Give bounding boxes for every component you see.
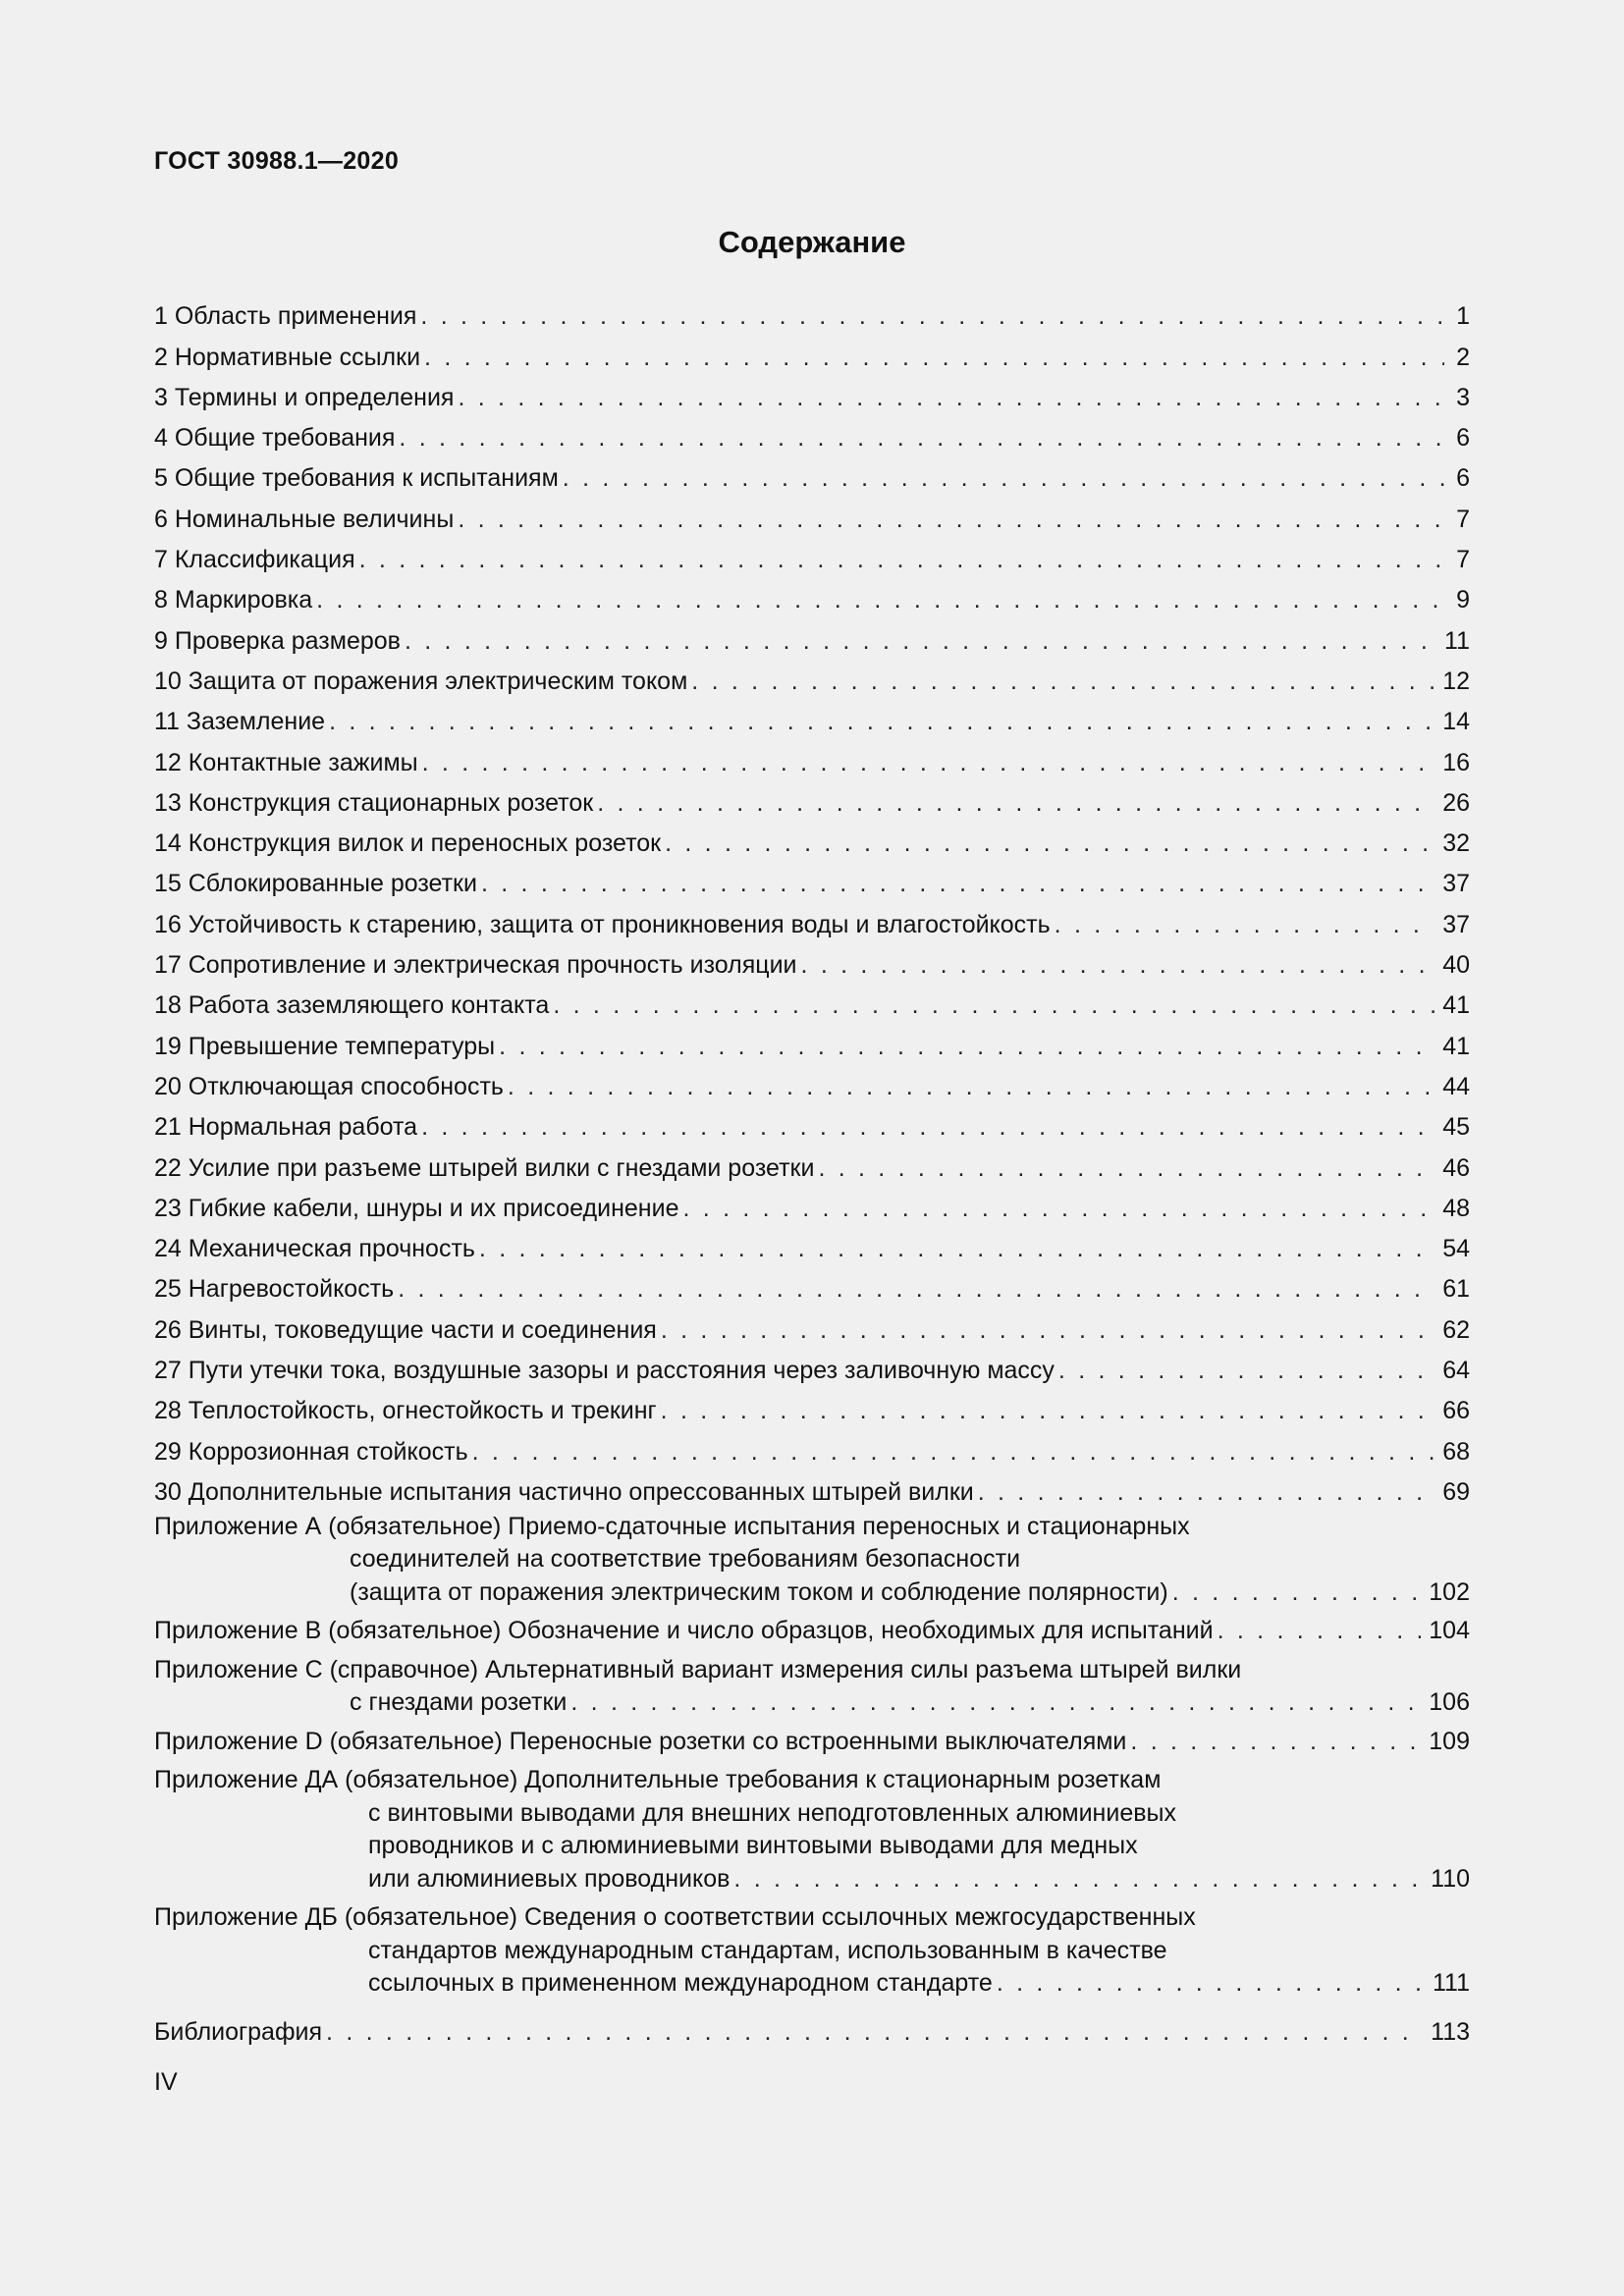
toc-entry-page: 64	[1442, 1357, 1470, 1385]
appendix-line: (защита от поражения электрическим током и соблюдение полярности)	[350, 1577, 1168, 1606]
toc-entry-label: 27 Пути утечки тока, воздушные зазоры и расстояния через заливочную массу	[154, 1357, 1055, 1385]
toc-entry-label: 30 Дополнительные испытания частично опрессованных штырей вилки	[154, 1477, 974, 1506]
toc-entry-page: 111	[1432, 1969, 1470, 1998]
toc-entry-page: 69	[1442, 1477, 1470, 1506]
toc-bibliography[interactable]	[154, 2006, 1470, 2047]
appendix-last-line	[154, 1967, 1470, 2001]
appendix-line: Приложение А (обязательное) Приемо-сдаточные испытания переносных и стационарных	[154, 1512, 1190, 1540]
toc-entry-page: 102	[1429, 1577, 1470, 1606]
toc-entry-page: 41	[1442, 1032, 1470, 1060]
dot-leader	[570, 1686, 1421, 1720]
dot-leader	[472, 1438, 1435, 1467]
toc-entry-page: 45	[1442, 1113, 1470, 1142]
dot-leader	[1055, 911, 1435, 939]
toc-entry-label: 6 Номинальные величины	[154, 505, 455, 533]
dot-leader	[499, 1033, 1435, 1061]
dot-leader	[661, 1316, 1435, 1345]
dot-leader	[399, 424, 1444, 453]
page-title: Содержание	[718, 225, 906, 259]
toc-entry-page: 40	[1442, 951, 1470, 980]
dot-leader	[405, 627, 1436, 656]
toc-entry[interactable]	[154, 1425, 1470, 1466]
appendix-line: с винтовыми выводами для внешних неподготовленных алюминиевых	[368, 1798, 1176, 1827]
appendix-last-line	[154, 1615, 1470, 1648]
toc-entry-label: 17 Сопротивление и электрическая прочность изоляции	[154, 951, 797, 980]
toc-entry[interactable]	[154, 614, 1470, 655]
dot-leader	[691, 667, 1435, 696]
toc-entry[interactable]	[154, 1061, 1470, 1101]
toc-entry[interactable]	[154, 1263, 1470, 1304]
toc-entry[interactable]	[154, 1183, 1470, 1223]
toc-entry-label: 14 Конструкция вилок и переносных розеток	[154, 829, 662, 858]
dot-leader	[682, 1195, 1435, 1223]
toc-entry-label: 3 Термины и определения	[154, 383, 455, 411]
toc-entry-label: 15 Сблокированные розетки	[154, 870, 477, 898]
toc-entry-label: 8 Маркировка	[154, 586, 313, 614]
toc-entry-label: 7 Классификация	[154, 546, 355, 574]
toc-appendix-a[interactable]	[154, 1511, 1470, 1610]
toc-entry-label: 10 Защита от поражения электрическим током	[154, 667, 688, 695]
toc-entry-page: 11	[1444, 626, 1470, 655]
toc-entry-label: 18 Работа заземляющего контакта	[154, 991, 550, 1020]
dot-leader	[420, 302, 1444, 331]
toc-entry-page: 48	[1442, 1194, 1470, 1222]
toc-entry[interactable]	[154, 372, 1470, 412]
appendix-line: Приложение ДБ (обязательное) Сведения о соответствии ссылочных межгосударственных	[154, 1903, 1196, 1932]
dot-leader	[326, 2018, 1423, 2047]
dot-leader	[1218, 1615, 1422, 1648]
toc-entry-page: 54	[1442, 1235, 1470, 1263]
appendix-line: с гнездами розетки	[350, 1688, 568, 1717]
toc-entry-page: 1	[1456, 302, 1470, 331]
toc-entry-page: 61	[1442, 1275, 1470, 1304]
toc-entry-page: 32	[1442, 829, 1470, 858]
toc-entry-label: 29 Коррозионная стойкость	[154, 1437, 468, 1466]
dot-leader	[818, 1154, 1435, 1183]
toc-entry-label: 11 Заземление	[154, 708, 326, 736]
toc-entry-label: 26 Винты, токоведущие части и соединения	[154, 1315, 657, 1344]
toc-entry-page: 3	[1456, 383, 1470, 411]
toc-entry-label: Библиография	[154, 2018, 323, 2047]
toc-entry-page: 7	[1456, 546, 1470, 574]
document-code: ГОСТ 30988.1—2020	[154, 147, 400, 175]
toc-entry-label: 5 Общие требования к испытаниям	[154, 464, 559, 493]
toc-entry-label: 13 Конструкция стационарных розеток	[154, 788, 594, 817]
dot-leader	[665, 829, 1435, 858]
dot-leader	[1058, 1357, 1435, 1385]
appendix-line: Приложение ДА (обязательное) Дополнительные требования к стационарным розеткам	[154, 1766, 1162, 1794]
dot-leader	[479, 1235, 1435, 1263]
toc-entry-page: 62	[1442, 1315, 1470, 1344]
toc-entry-page: 109	[1429, 1727, 1470, 1755]
appendix-line: Приложение С (справочное) Альтернативный вариант измерения силы разъема штырей вилки	[154, 1655, 1242, 1683]
toc-entry-page: 6	[1456, 464, 1470, 493]
toc-entry[interactable]	[154, 291, 1470, 331]
toc-entry-page: 12	[1442, 667, 1470, 695]
toc-entry[interactable]	[154, 1223, 1470, 1263]
toc-entry-label: 19 Превышение температуры	[154, 1032, 496, 1060]
toc-entry[interactable]	[154, 412, 1470, 453]
toc-entry[interactable]	[154, 1345, 1470, 1385]
toc-entry[interactable]	[154, 656, 1470, 696]
toc-entry-page: 66	[1442, 1397, 1470, 1425]
toc-entry[interactable]	[154, 453, 1470, 493]
toc-entry[interactable]	[154, 493, 1470, 533]
toc-entry-page: 37	[1442, 910, 1470, 938]
dot-leader	[421, 1113, 1435, 1142]
toc-entry-page: 7	[1456, 505, 1470, 533]
toc-entry[interactable]	[154, 1101, 1470, 1142]
appendix-last-line	[154, 1863, 1470, 1896]
toc-entry-label: 20 Отключающая способность	[154, 1072, 504, 1100]
toc-entry-label: 2 Нормативные ссылки	[154, 343, 421, 371]
dot-leader	[597, 789, 1435, 818]
toc-entry-page: 68	[1442, 1437, 1470, 1466]
appendix-last-line	[154, 1726, 1470, 1759]
toc-entry[interactable]	[154, 1467, 1470, 1507]
toc-entry-label: 16 Устойчивость к старению, защита от проникновения воды и влагостойкость	[154, 910, 1051, 938]
toc-appendix-d[interactable]	[154, 1726, 1470, 1759]
toc-entry-page: 104	[1429, 1617, 1470, 1645]
dot-leader	[563, 464, 1444, 493]
dot-leader	[316, 586, 1444, 614]
toc-appendix-c[interactable]	[154, 1654, 1470, 1720]
toc-entry-label: 4 Общие требования	[154, 424, 396, 453]
dot-leader	[661, 1397, 1435, 1425]
toc-appendix-b[interactable]	[154, 1615, 1470, 1648]
dot-leader	[733, 1863, 1423, 1896]
toc-entry-page: 26	[1442, 788, 1470, 817]
toc-entry[interactable]	[154, 331, 1470, 371]
dot-leader	[978, 1478, 1435, 1507]
dot-leader	[481, 870, 1435, 898]
dot-leader	[458, 384, 1444, 412]
table-of-contents	[154, 291, 1470, 2047]
appendix-line: или алюминиевых проводников	[368, 1864, 731, 1893]
dot-leader	[458, 506, 1444, 534]
page-number: IV	[154, 2068, 178, 2096]
dot-leader	[329, 708, 1435, 736]
dot-leader	[997, 1967, 1425, 2001]
toc-entry[interactable]	[154, 534, 1470, 574]
toc-entry[interactable]	[154, 858, 1470, 898]
toc-entry[interactable]	[154, 574, 1470, 614]
toc-entry[interactable]	[154, 818, 1470, 858]
toc-entry[interactable]	[154, 696, 1470, 736]
toc-appendix-da[interactable]	[154, 1764, 1470, 1896]
appendix-last-line	[154, 1686, 1470, 1720]
dot-leader	[398, 1275, 1435, 1304]
toc-entry-page: 106	[1429, 1688, 1470, 1717]
toc-entry-page: 37	[1442, 870, 1470, 898]
dot-leader	[1172, 1576, 1422, 1610]
appendix-line: Приложение D (обязательное) Переносные розетки со встроенными выключателями	[154, 1727, 1127, 1755]
toc-entry-label: 21 Нормальная работа	[154, 1113, 418, 1142]
dot-leader	[424, 344, 1444, 372]
toc-entry-page: 9	[1456, 586, 1470, 614]
dot-leader	[801, 951, 1435, 980]
toc-entry[interactable]	[154, 1304, 1470, 1344]
dot-leader	[422, 749, 1435, 777]
toc-entry[interactable]	[154, 939, 1470, 980]
toc-entry-page: 14	[1442, 708, 1470, 736]
toc-entry-label: 25 Нагревостойкость	[154, 1275, 395, 1304]
toc-entry-label: 9 Проверка размеров	[154, 626, 401, 655]
dot-leader	[1130, 1726, 1421, 1759]
dot-leader	[508, 1073, 1435, 1101]
toc-entry-page: 46	[1442, 1153, 1470, 1182]
appendix-line: стандартов международным стандартам, использованным в качестве	[368, 1936, 1167, 1964]
toc-entry-label: 24 Механическая прочность	[154, 1235, 475, 1263]
toc-entry-page: 113	[1431, 2018, 1470, 2047]
toc-entry-page: 2	[1456, 343, 1470, 371]
toc-appendix-db[interactable]	[154, 1901, 1470, 2001]
toc-entry[interactable]	[154, 980, 1470, 1020]
toc-entry-page: 44	[1442, 1072, 1470, 1100]
appendix-line: проводников и с алюминиевыми винтовыми выводами для медных	[368, 1832, 1138, 1860]
toc-entry-label: 28 Теплостойкость, огнестойкость и трекинг	[154, 1397, 657, 1425]
toc-entry-page: 110	[1431, 1864, 1470, 1893]
dot-leader	[553, 991, 1435, 1020]
dot-leader	[359, 546, 1444, 574]
appendix-line: ссылочных в примененном международном стандарте	[368, 1969, 993, 1998]
toc-entry-page: 41	[1442, 991, 1470, 1020]
toc-entry-label: 23 Гибкие кабели, шнуры и их присоединение	[154, 1194, 679, 1222]
appendix-line: Приложение В (обязательное) Обозначение и число образцов, необходимых для испытаний	[154, 1617, 1214, 1645]
appendix-line: соединителей на соответствие требованиям безопасности	[350, 1545, 1021, 1574]
toc-entry-label: 22 Усилие при разъеме штырей вилки с гнездами розетки	[154, 1153, 815, 1182]
toc-entry-page: 16	[1442, 748, 1470, 776]
toc-entry-label: 12 Контактные зажимы	[154, 748, 418, 776]
toc-entry-page: 6	[1456, 424, 1470, 453]
toc-entry[interactable]	[154, 1385, 1470, 1425]
toc-entry[interactable]	[154, 736, 1470, 776]
toc-entry[interactable]	[154, 777, 1470, 818]
appendix-last-line	[154, 1576, 1470, 1610]
toc-entry[interactable]	[154, 898, 1470, 938]
toc-entry-label: 1 Область применения	[154, 302, 417, 331]
toc-entry[interactable]	[154, 1020, 1470, 1060]
toc-entry[interactable]	[154, 1142, 1470, 1182]
